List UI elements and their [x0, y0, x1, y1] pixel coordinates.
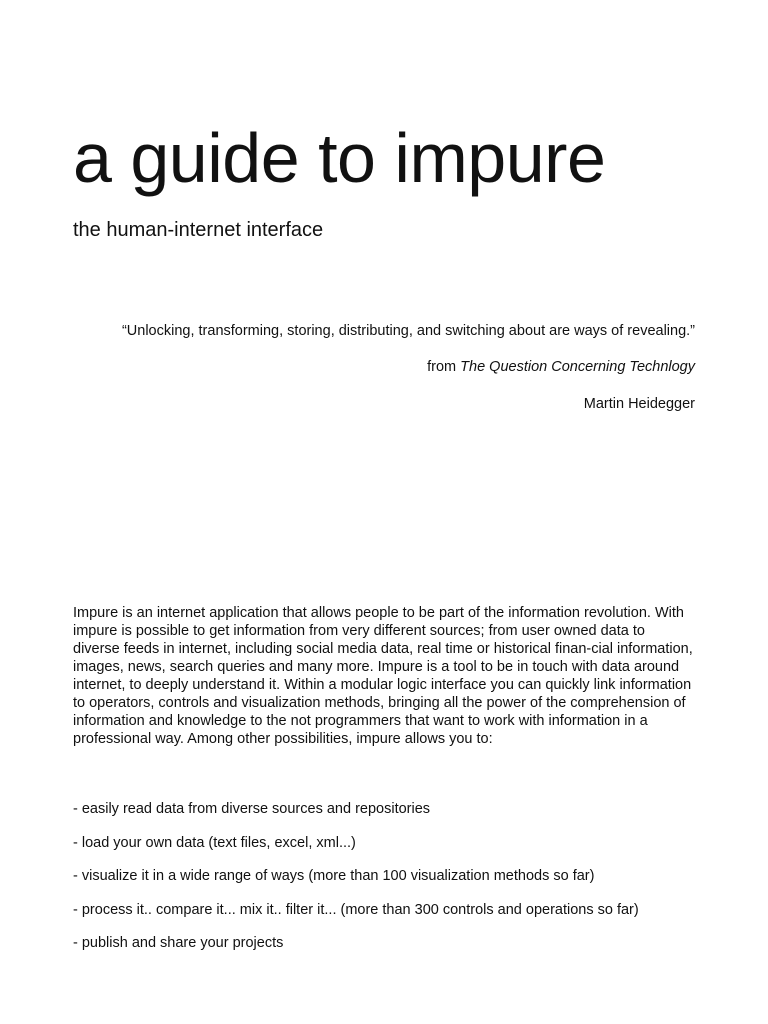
intro-paragraph: Impure is an internet application that allows people to be part of the information revolution. With impure is possible to get information from very different sources; from user owned data to diverse feeds in internet, including social media data, real time or historical finan-cial information, images, news, search queries and many more. Impure is a tool to be in touch with data around internet, to deeply understand it. Within a modular logic interface you can quickly link information to operators, controls and visualization methods, bringing all the power of the comprehension of information and knowledge to the not programmers that want to work with information in a professional way. Among other possibilities, impure allows you to:: [73, 605, 693, 747]
feature-list: [73, 800, 713, 968]
document-title: a guide to impure: [73, 119, 606, 197]
quote-source-prefix: from: [427, 359, 457, 375]
quote-source-work: The Question Concerning Technlogy: [460, 359, 695, 375]
feature-item: - process it.. compare it... mix it.. filter it... (more than 300 controls and operations so far): [73, 901, 639, 918]
quote-author: Martin Heidegger: [583, 396, 695, 412]
quote-text: “Unlocking, transforming, storing, distributing, and switching about are ways of revealing.”: [121, 323, 695, 339]
feature-item: - load your own data (text files, excel, xml...): [73, 834, 356, 851]
epigraph: [60, 322, 695, 413]
feature-item: - visualize it in a wide range of ways (more than 100 visualization methods so far): [73, 868, 595, 884]
feature-item: - easily read data from diverse sources and repositories: [73, 801, 431, 817]
feature-item: - publish and share your projects: [73, 935, 284, 951]
quote-source: [60, 358, 695, 376]
document-subtitle: the human-internet interface: [73, 219, 324, 241]
